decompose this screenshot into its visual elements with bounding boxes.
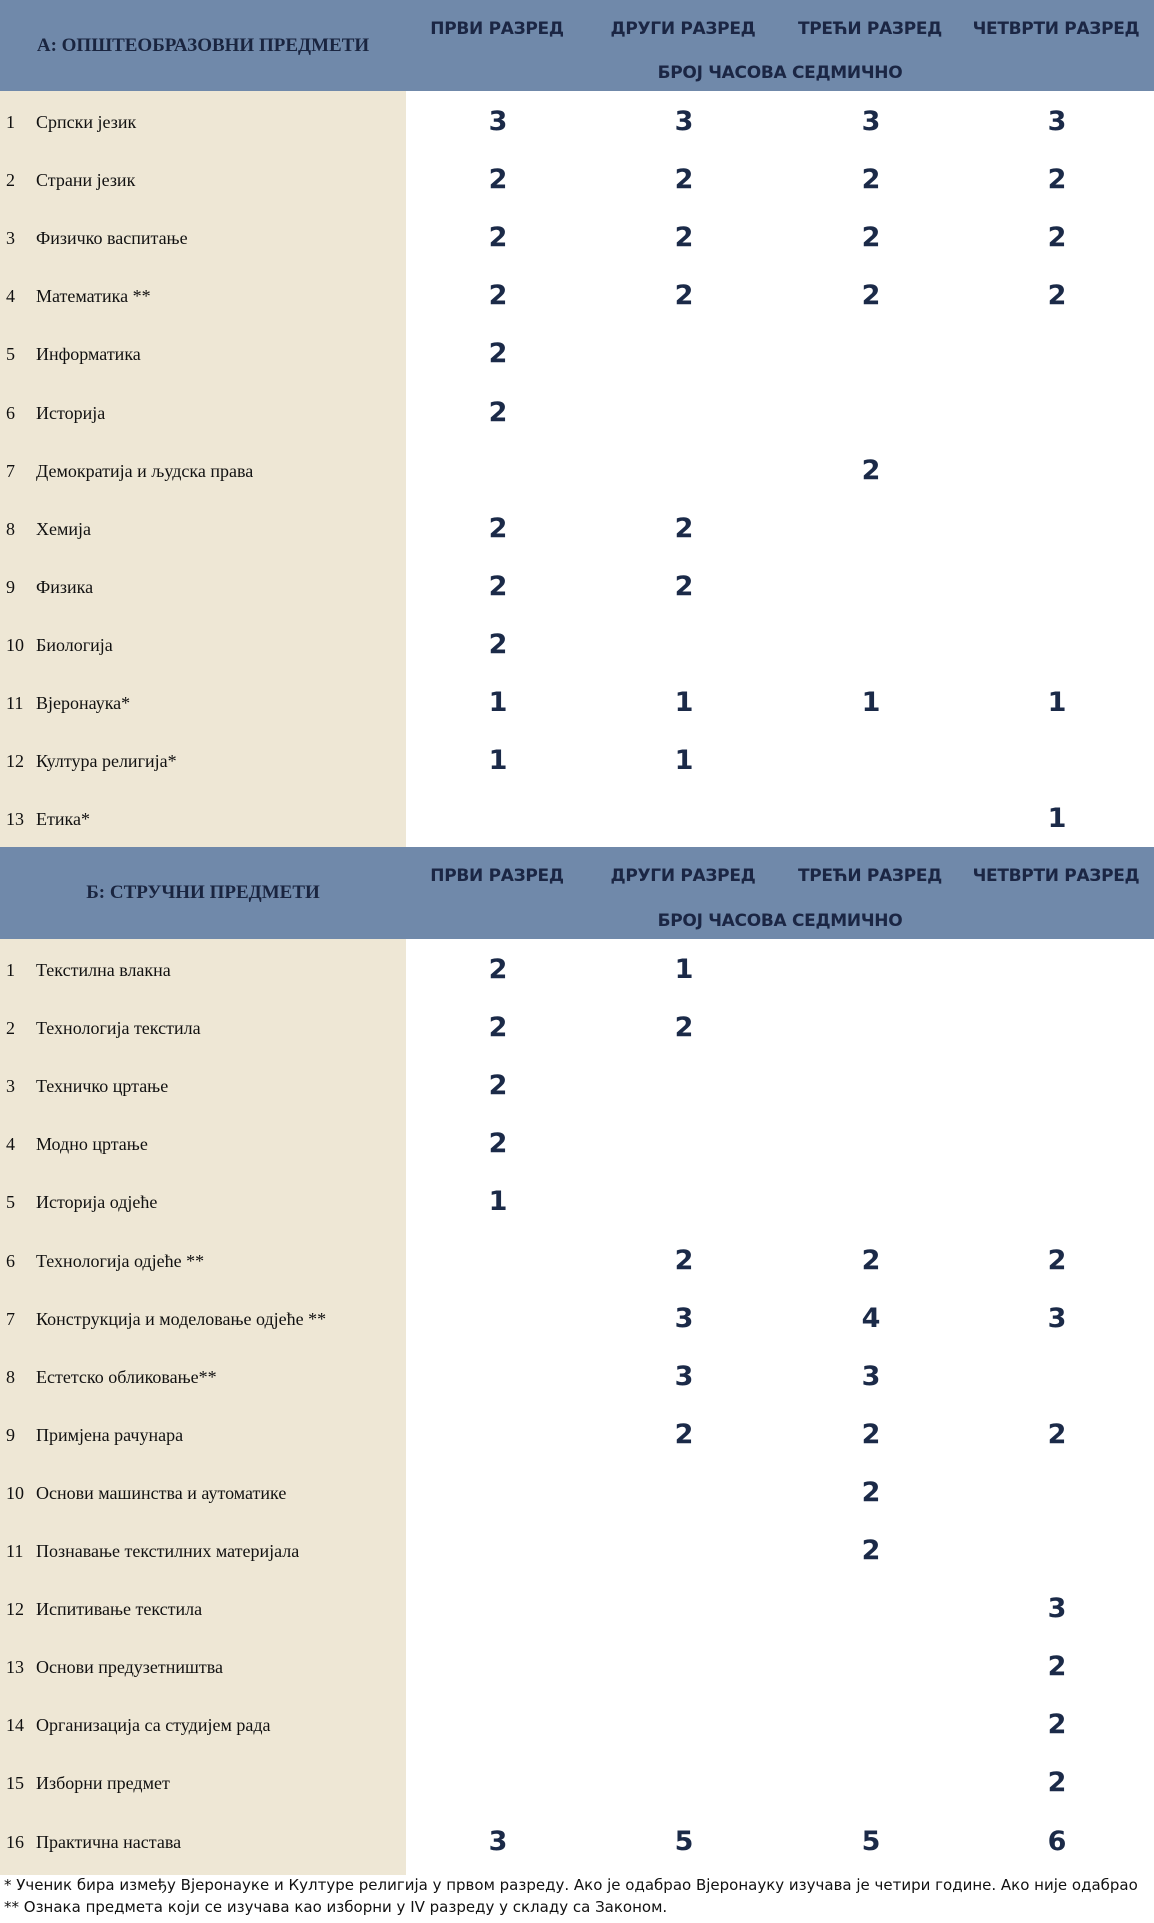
subject-name: Основи машинства и аутоматике [36, 1482, 287, 1503]
table-row [0, 1115, 1154, 1173]
hours-grade-3: 3 [861, 106, 881, 137]
hours-grade-3: 3 [861, 1360, 881, 1392]
subject-name: Хемија [36, 518, 92, 539]
row-number: 11 [6, 1541, 24, 1561]
hours-grade-1: 2 [488, 512, 508, 544]
subject-name: Биологија [36, 634, 113, 655]
subject-name: Конструкција и моделовање одјеће ** [36, 1308, 327, 1329]
hours-grade-1: 2 [488, 570, 508, 602]
table-row [0, 558, 1154, 616]
subject-name: Математика ** [36, 286, 151, 307]
hours-grade-4: 3 [1047, 1302, 1067, 1334]
hours-grade-4: 2 [1047, 1709, 1067, 1741]
hours-grade-1: 2 [488, 1012, 508, 1044]
subject-name: Вјеронаука* [36, 693, 131, 713]
subject-name: Физика [36, 576, 94, 597]
hours-grade-1: 3 [488, 106, 508, 137]
subject-name: Испитивање текстила [36, 1599, 203, 1620]
subject-name: Култура религија* [36, 751, 177, 772]
table-row [0, 616, 1154, 674]
hours-grade-3: 5 [861, 1825, 881, 1857]
subject-name: Практична настава [36, 1831, 182, 1852]
hours-grade-3: 2 [861, 280, 881, 312]
hours-grade-2: 2 [674, 1244, 694, 1276]
row-number: 9 [6, 576, 15, 597]
hours-grade-2: 2 [674, 570, 694, 602]
row-number: 15 [6, 1773, 24, 1794]
row-number: 12 [6, 751, 24, 772]
row-number: 4 [6, 286, 15, 307]
table-row [0, 93, 1154, 151]
table-row [0, 1696, 1154, 1754]
hours-grade-2: 2 [674, 280, 694, 312]
row-number: 3 [6, 1076, 15, 1097]
row-number: 1 [6, 112, 15, 132]
hours-grade-1: 2 [488, 396, 508, 428]
hours-grade-1: 2 [488, 338, 508, 370]
footnote-2: ** Ознака предмета који се изучава као изборни у IV разреду у складу са Законом. [4, 1898, 668, 1916]
hours-grade-2: 2 [674, 1012, 694, 1044]
row-number: 13 [6, 809, 24, 830]
hours-grade-4: 2 [1047, 280, 1067, 312]
table-row [0, 999, 1154, 1057]
subject-name: Страни језик [36, 170, 136, 191]
table-row [0, 1057, 1154, 1115]
row-number: 3 [6, 228, 15, 249]
hours-grade-2: 1 [674, 687, 694, 718]
subject-name: Изборни предмет [36, 1773, 170, 1794]
subject-name: Физичко васпитање [36, 228, 188, 249]
section-a-header [0, 0, 1154, 91]
row-number: 8 [6, 1366, 15, 1387]
table-row [0, 1232, 1154, 1290]
row-number: 14 [6, 1715, 24, 1736]
row-number: 10 [6, 1482, 24, 1503]
table-row [0, 1638, 1154, 1696]
hours-grade-4: 1 [1047, 803, 1067, 835]
table-row [0, 267, 1154, 325]
hours-grade-1: 1 [488, 687, 508, 718]
hours-grade-2: 3 [674, 1360, 694, 1392]
section-b-header [0, 847, 1154, 939]
table-row [0, 1464, 1154, 1522]
table-row [0, 941, 1154, 999]
hours-grade-4: 2 [1047, 1651, 1067, 1683]
table-row [0, 1813, 1154, 1871]
hours-grade-2: 1 [674, 954, 694, 985]
subject-name: Организација са студијем рада [36, 1715, 271, 1736]
grade-header-1: ПРВИ РАЗРЕД [430, 19, 564, 39]
hours-grade-1: 3 [488, 1825, 508, 1857]
hours-grade-2: 2 [674, 512, 694, 544]
table-row [0, 1754, 1154, 1812]
hours-grade-2: 3 [674, 106, 694, 137]
table-row [0, 500, 1154, 558]
subject-name: Српски језик [36, 112, 137, 132]
section-b-title: Б: СТРУЧНИ ПРЕДМЕТИ [86, 882, 320, 903]
row-number: 9 [6, 1424, 15, 1445]
hours-grade-1: 1 [488, 1186, 508, 1218]
row-number: 16 [6, 1831, 24, 1852]
hours-grade-4: 3 [1047, 1593, 1067, 1625]
subject-name: Етика* [36, 809, 90, 830]
subject-name: Технологија текстила [36, 1018, 201, 1039]
row-number: 6 [6, 1250, 15, 1271]
weekly-hours-header: БРОЈ ЧАСОВА СЕДМИЧНО [657, 911, 903, 931]
hours-grade-2: 2 [674, 164, 694, 196]
grade-header-3: ТРЕЋИ РАЗРЕД [797, 19, 943, 39]
table-row [0, 151, 1154, 209]
row-number: 5 [6, 1192, 15, 1213]
hours-grade-4: 2 [1047, 222, 1067, 254]
table-row [0, 325, 1154, 383]
hours-grade-4: 2 [1047, 164, 1067, 196]
subject-name: Информатика [36, 344, 141, 365]
subject-name: Естетско обликовање** [36, 1366, 217, 1387]
hours-grade-1: 2 [488, 1070, 508, 1102]
table-row [0, 1406, 1154, 1464]
row-number: 5 [6, 344, 15, 365]
grade-header-2: ДРУГИ РАЗРЕД [610, 866, 756, 886]
hours-grade-3: 2 [861, 454, 881, 486]
hours-grade-2: 3 [674, 1302, 694, 1334]
table-row [0, 674, 1154, 732]
hours-grade-4: 2 [1047, 1767, 1067, 1799]
footnote-1: * Ученик бира између Вјеронауке и Културе религија у првом разреду. Ако је одабрао Вјеронауку изучава је четири године. Ако није одабрао [4, 1876, 1138, 1894]
subject-name: Техничко цртање [36, 1076, 169, 1097]
subject-name: Основи предузетништва [36, 1657, 224, 1678]
table-row [0, 442, 1154, 500]
hours-grade-3: 2 [861, 222, 881, 254]
hours-grade-3: 4 [861, 1302, 881, 1334]
row-number: 4 [6, 1134, 15, 1155]
table-row [0, 384, 1154, 442]
hours-grade-4: 2 [1047, 1418, 1067, 1450]
hours-grade-2: 2 [674, 222, 694, 254]
row-number: 10 [6, 634, 24, 655]
hours-grade-3: 1 [861, 687, 881, 718]
hours-grade-2: 1 [674, 745, 694, 777]
hours-grade-2: 2 [674, 1418, 694, 1450]
section-a-title: А: ОПШТЕОБРАЗОВНИ ПРЕДМЕТИ [36, 34, 370, 56]
hours-grade-1: 2 [488, 1128, 508, 1160]
subject-name: Историја одјеће [36, 1192, 158, 1213]
subject-name: Примјена рачунара [36, 1424, 184, 1445]
hours-grade-1: 2 [488, 164, 508, 196]
hours-grade-1: 1 [488, 745, 508, 777]
hours-grade-4: 2 [1047, 1244, 1067, 1276]
row-number: 1 [6, 960, 15, 980]
hours-grade-3: 2 [861, 1418, 881, 1450]
row-number: 6 [6, 402, 15, 423]
row-number: 7 [6, 1308, 15, 1329]
hours-grade-1: 2 [488, 954, 508, 985]
table-row [0, 209, 1154, 267]
table-row [0, 1290, 1154, 1348]
hours-grade-2: 5 [674, 1825, 694, 1857]
subject-name: Познавање текстилних материјала [36, 1541, 300, 1561]
hours-grade-3: 2 [861, 1244, 881, 1276]
hours-grade-3: 2 [861, 164, 881, 196]
hours-grade-3: 2 [861, 1535, 881, 1566]
row-number: 2 [6, 170, 15, 191]
table-row [0, 1580, 1154, 1638]
hours-grade-4: 6 [1047, 1825, 1067, 1857]
hours-grade-3: 2 [861, 1476, 881, 1508]
hours-grade-1: 2 [488, 280, 508, 312]
grade-header-4: ЧЕТВРТИ РАЗРЕД [972, 866, 1140, 886]
subject-name: Демократија и људска права [36, 460, 254, 481]
table-row [0, 1348, 1154, 1406]
row-number: 11 [6, 693, 24, 713]
table-row [0, 790, 1154, 848]
subject-name: Технологија одјеће ** [36, 1250, 205, 1271]
hours-grade-4: 3 [1047, 106, 1067, 137]
table-row [0, 732, 1154, 790]
grade-header-1: ПРВИ РАЗРЕД [430, 866, 564, 886]
row-number: 13 [6, 1657, 24, 1678]
row-number: 7 [6, 460, 15, 481]
row-number: 12 [6, 1599, 24, 1620]
weekly-hours-header: БРОЈ ЧАСОВА СЕДМИЧНО [657, 63, 903, 83]
row-number: 2 [6, 1018, 15, 1039]
table-row [0, 1173, 1154, 1231]
table-row [0, 1522, 1154, 1580]
hours-grade-1: 2 [488, 628, 508, 660]
grade-header-2: ДРУГИ РАЗРЕД [610, 19, 756, 39]
hours-grade-1: 2 [488, 222, 508, 254]
subject-name: Текстилна влакна [36, 960, 171, 980]
grade-header-4: ЧЕТВРТИ РАЗРЕД [972, 19, 1140, 39]
hours-grade-4: 1 [1047, 687, 1067, 718]
subject-name: Модно цртање [36, 1134, 148, 1155]
grade-header-3: ТРЕЋИ РАЗРЕД [797, 866, 943, 886]
row-number: 8 [6, 518, 15, 539]
subject-name: Историја [36, 402, 106, 423]
